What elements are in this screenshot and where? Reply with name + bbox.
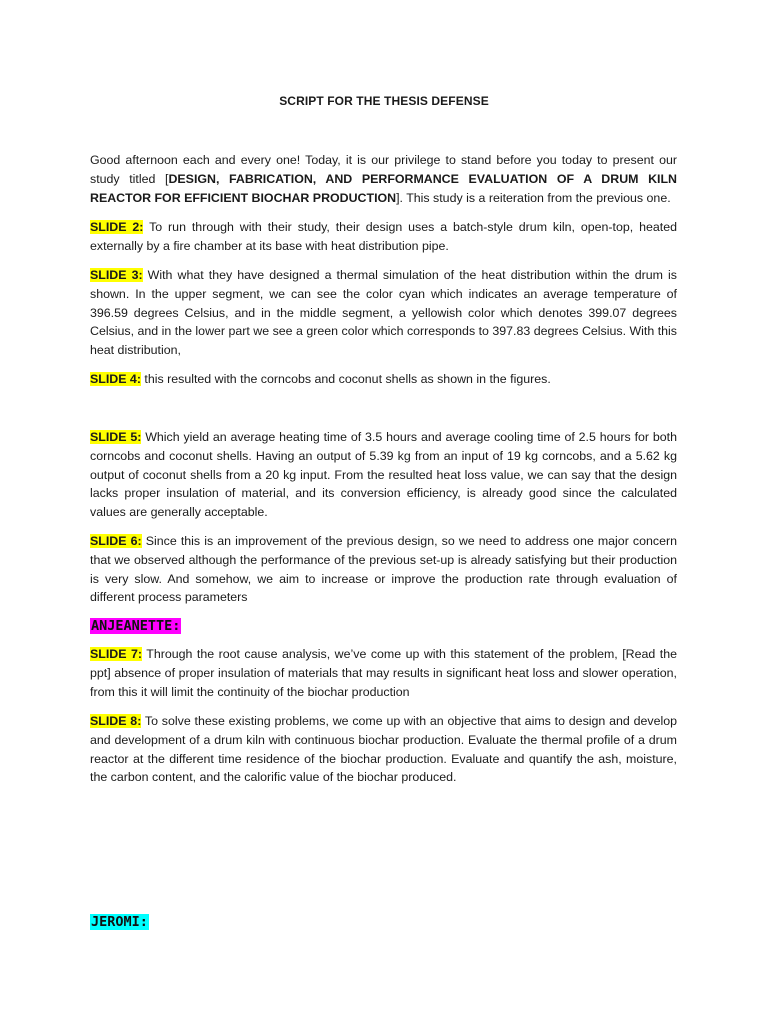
slide-5-paragraph xyxy=(90,428,677,522)
intro-text-after: ]. This study is a reiteration from the previous one. xyxy=(396,190,671,205)
speaker-heading-jeromi: JEROMI: xyxy=(91,914,148,930)
slide-8-paragraph xyxy=(90,712,677,787)
study-title: DESIGN, FABRICATION, AND PERFORMANCE EVALUATION OF A DRUM KILN REACTOR FOR EFFICIENT BIOCHAR PRODUCTION xyxy=(90,171,677,205)
document-title: SCRIPT FOR THE THESIS DEFENSE xyxy=(279,94,489,108)
slide-7-label: SLIDE 7: xyxy=(90,647,142,661)
intro-paragraph xyxy=(90,151,677,207)
slide-5-label: SLIDE 5: xyxy=(90,430,142,444)
slide-7-paragraph xyxy=(90,645,677,701)
slide-5-text: Which yield an average heating time of 3.5 hours and average cooling time of 2.5 hours for both corncobs and coconut shells. Having an output of 5.39 kg from an input of 19 kg corncobs, and a 5.62 kg output of coconut shells from a 20 kg input. From the resulted heat loss value, we can say that the design lacks proper insulation of material, and its conversion efficiency, is already good since the calculated values are generally acceptable. xyxy=(90,430,677,520)
speaker-heading-anjeanette: ANJEANETTE: xyxy=(91,618,181,634)
slide-6-label: SLIDE 6: xyxy=(90,534,142,548)
slide-7-text: Through the root cause analysis, we’ve come up with this statement of the problem, [Read the ppt] absence of proper insulation of materials that may results in significant heat loss and slower operation, from this it will limit the continuity of the biochar production xyxy=(90,647,677,699)
slide-2-paragraph xyxy=(90,218,677,256)
slide-3-text: With what they have designed a thermal simulation of the heat distribution within the drum is shown. In the upper segment, we can see the color cyan which indicates an average temperature of 396.59 degrees Celsius, and in the middle segment, a yellowish color which denotes 399.07 degrees Celsius, and in the lower part we see a green color which corresponds to 397.83 degrees Celsius. With this heat distribution, xyxy=(90,268,677,358)
slide-4-paragraph xyxy=(90,370,677,389)
slide-3-label: SLIDE 3: xyxy=(90,268,143,282)
slide-4-label: SLIDE 4: xyxy=(90,372,141,386)
slide-8-label: SLIDE 8: xyxy=(90,714,142,728)
slide-2-label: SLIDE 2: xyxy=(90,220,144,234)
intro-text-before: Good afternoon each and every one! Today, it is our privilege to stand before you today to present our study titled [ xyxy=(90,153,677,186)
slide-3-paragraph xyxy=(90,266,677,360)
slide-6-paragraph xyxy=(90,532,677,607)
slide-2-text: To run through with their study, their design uses a batch-style drum kiln, open-top, heated externally by a fire chamber at its base with heat distribution pipe. xyxy=(90,220,677,253)
slide-4-text: this resulted with the corncobs and coconut shells as shown in the figures. xyxy=(140,372,551,386)
slide-8-text: To solve these existing problems, we come up with an objective that aims to design and develop and development of a drum kiln with continuous biochar production. Evaluate the thermal profile of a drum reactor at the different time residence of the biochar production. Evaluate and quantify the ash, moisture, the carbon content, and the calorific value of the biochar produced. xyxy=(90,714,677,785)
slide-6-text: Since this is an improvement of the previous design, so we need to address one major concern that we observed although the performance of the previous set-up is already satisfying but their production is very slow. And somehow, we aim to increase or improve the production rate through evaluation of different process parameters xyxy=(90,534,678,605)
